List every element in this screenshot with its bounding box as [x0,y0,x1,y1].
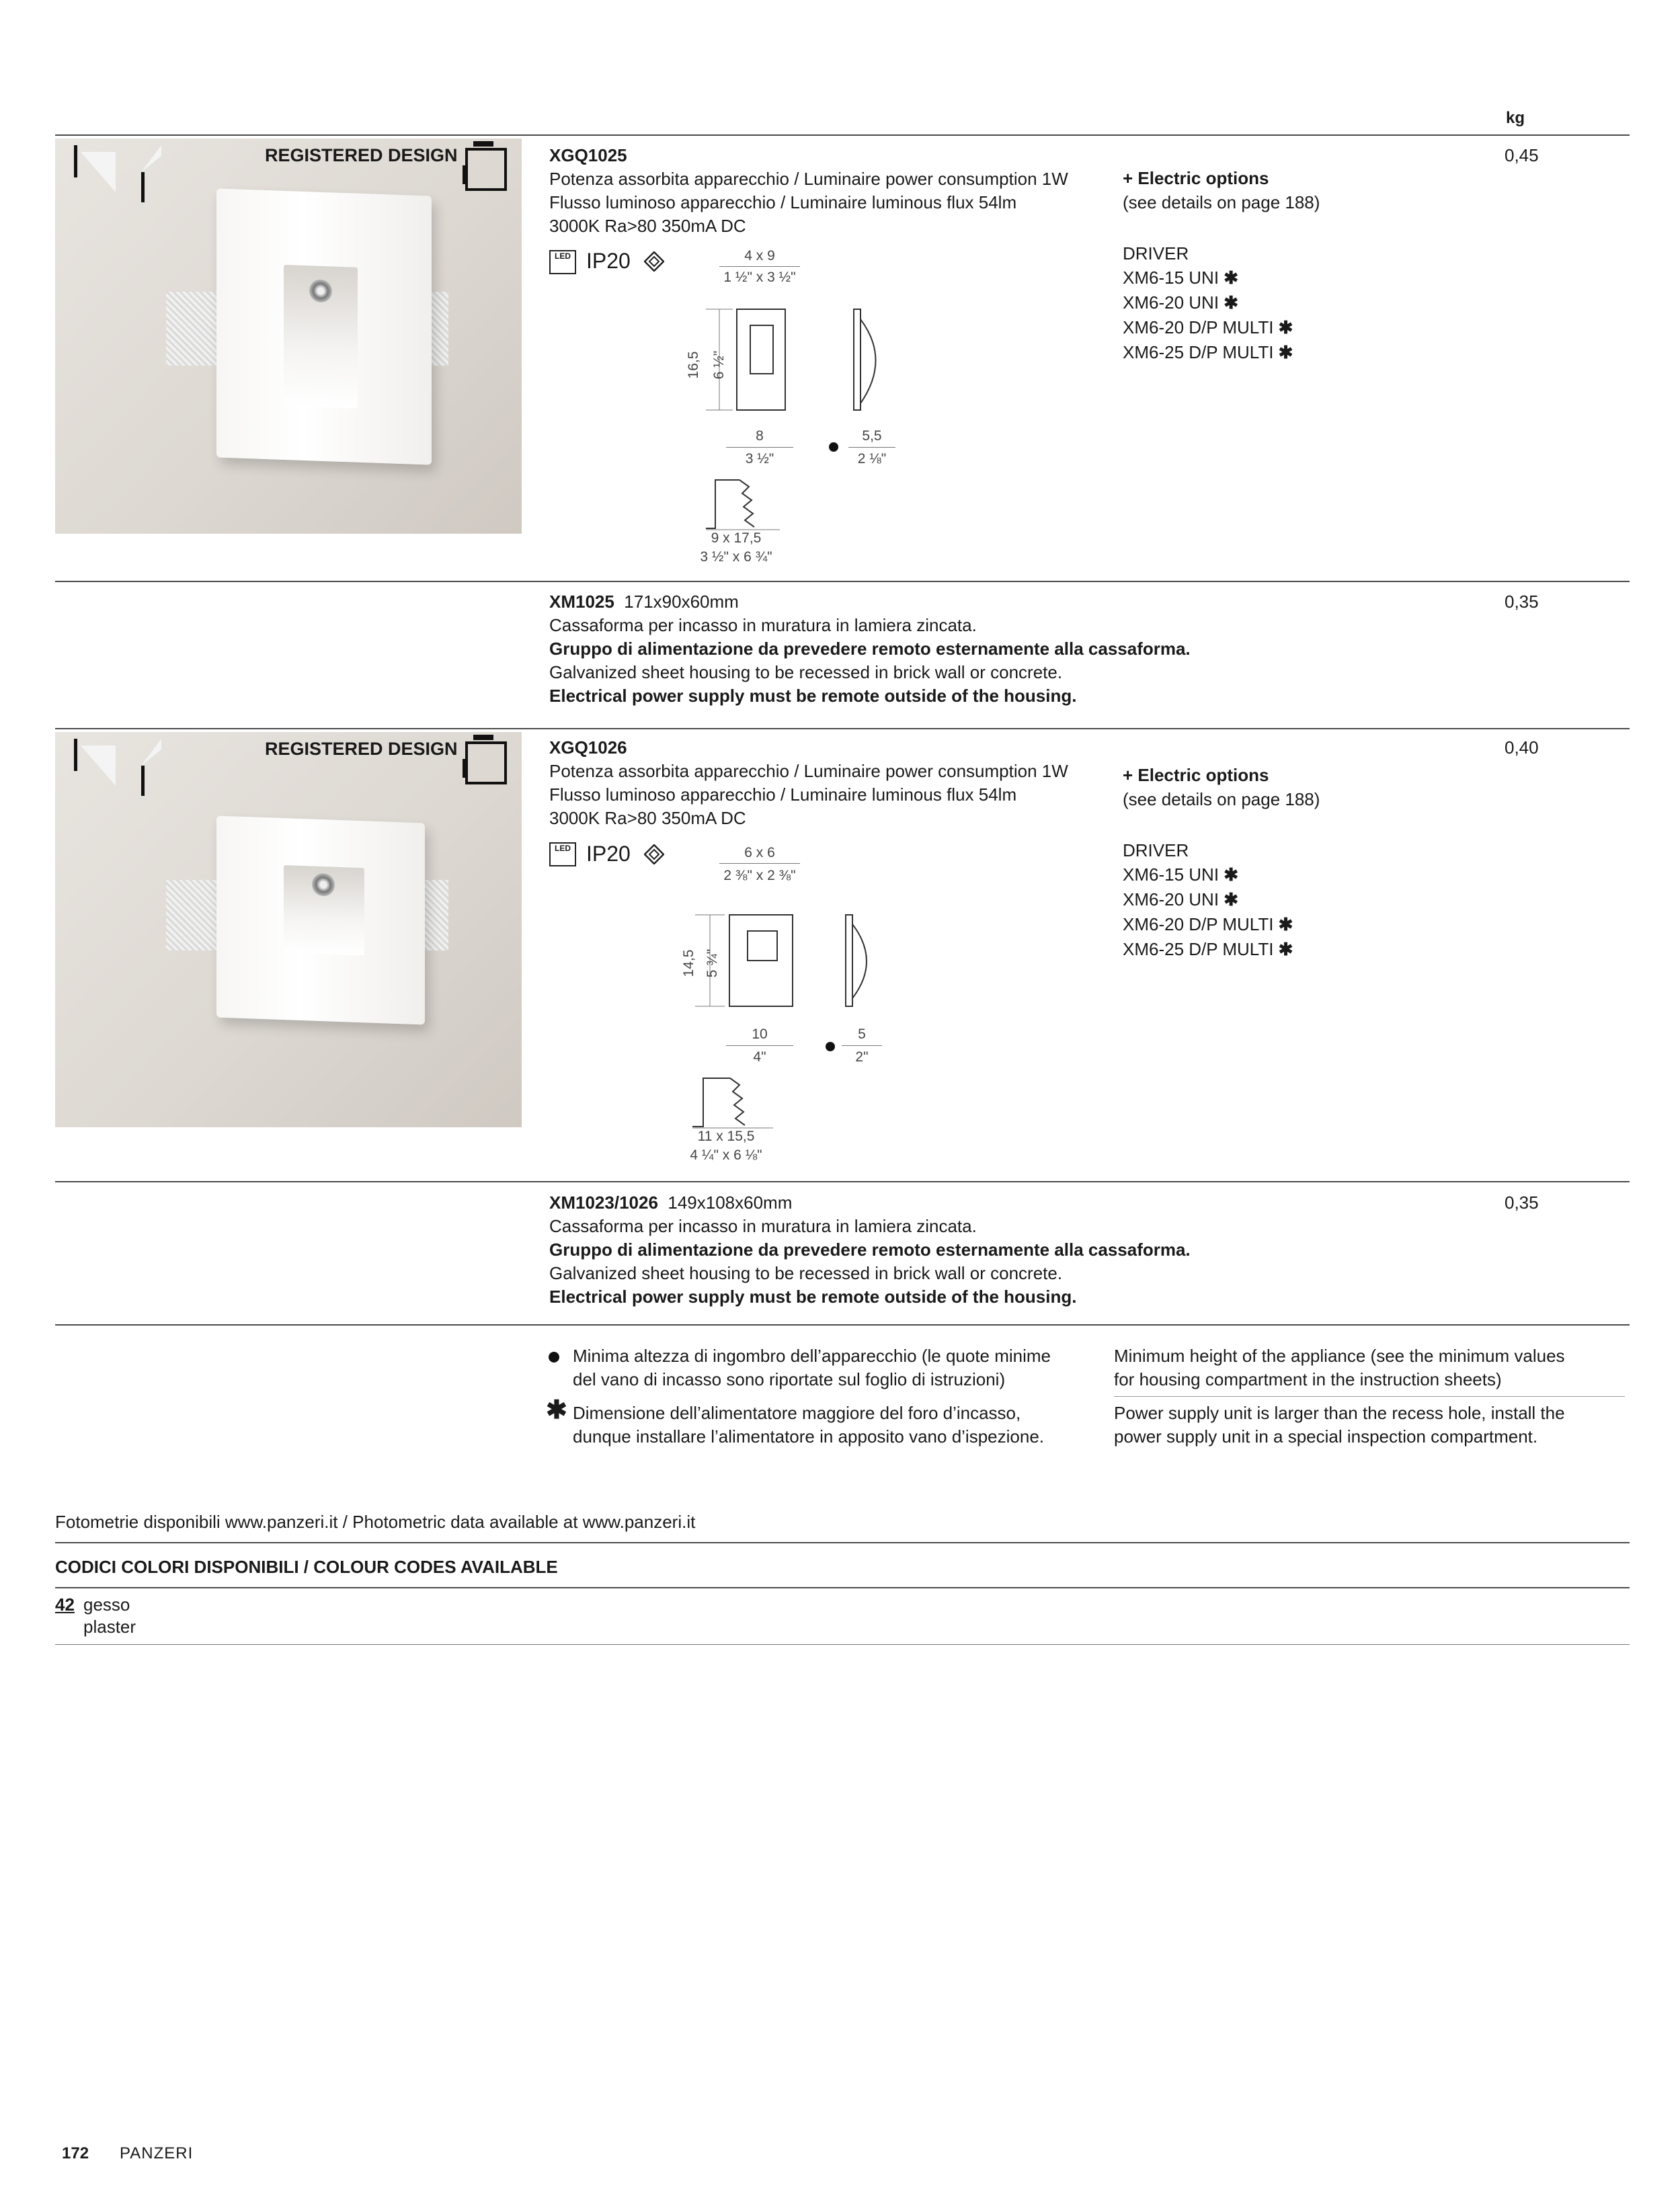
housing-size: 149x108x60mm [668,1192,793,1213]
housing-code: XM1025 [549,592,614,612]
housing-line: Electrical power supply must be remote outside of the housing. [549,1287,1077,1307]
housing-line: Cassaforma per incasso in muratura in lamiera zincata. [549,1216,977,1236]
dim-recess-in: 3 ½" x 6 ¾" [700,549,772,565]
electric-options-title: + Electric options [1123,765,1269,785]
dim-depth-in: 2" [855,1049,869,1065]
led-icon: LED [549,842,576,866]
spec-line: 3000K Ra>80 350mA DC [549,808,746,828]
product-photo [55,732,522,1127]
dim-height: 14,5 [681,949,696,977]
min-height-dot-icon [549,1352,559,1363]
dim-line [842,1045,882,1046]
asterisk-icon: ✱ [546,1396,567,1424]
min-height-dot-icon [829,442,838,452]
divider [55,1324,1630,1326]
weight-value: 0,45 [1505,145,1539,165]
housing-line: Cassaforma per incasso in muratura in lamiera zincata. [549,615,977,635]
dim-hole-top: 4 x 9 [744,248,775,263]
divider [55,1587,1630,1588]
ip-rating: IP20 [586,842,631,866]
dim-line [726,1045,793,1046]
dim-width: 8 [756,428,764,444]
divider [55,134,1630,136]
dim-width: 10 [752,1026,768,1042]
registered-design-label: REGISTERED DESIGN [265,739,458,759]
asterisk-icon: ✱ [1224,268,1239,288]
recess-hole-drawing [686,1073,780,1131]
dim-line [719,863,800,864]
driver-item: XM6-15 UNI ✱ [1123,268,1239,288]
class-symbol-icon [644,251,664,272]
spec-line: Potenza assorbita apparecchio / Luminaire power consumption 1W [549,761,1068,781]
weight-value: 0,35 [1505,1192,1539,1213]
brand-logo-icon [74,145,161,206]
weight-unit-header: kg [1506,109,1525,127]
spec-line: 3000K Ra>80 350mA DC [549,216,746,236]
note-en-line: for housing compartment in the instruction sheets) [1114,1369,1502,1389]
housing-line: Galvanized sheet housing to be recessed in brick wall or concrete. [549,1263,1063,1283]
asterisk-icon: ✱ [1224,864,1239,885]
housing-line: Galvanized sheet housing to be recessed in brick wall or concrete. [549,662,1063,682]
ip-rating: IP20 [586,249,631,273]
colour-name-it: gesso [83,1594,130,1615]
driver-item: XM6-20 UNI ✱ [1123,889,1239,909]
asterisk-icon: ✱ [1278,939,1293,959]
housing-line: Gruppo di alimentazione da prevedere remoto esternamente alla cassaforma. [549,639,1191,659]
product-code: XGQ1025 [549,145,627,165]
spec-line: Potenza assorbita apparecchio / Luminaire power consumption 1W [549,169,1068,189]
page-number: 172 [62,2144,89,2162]
colour-name-en: plaster [83,1617,136,1637]
divider [55,1644,1630,1645]
dim-line [719,266,800,267]
dim-depth: 5 [858,1026,866,1042]
dim-height-in: 5 ¾" [705,948,720,978]
driver-item: XM6-20 UNI ✱ [1123,292,1239,313]
dim-recess-in: 4 ¼" x 6 ⅛" [690,1147,762,1163]
divider [55,1181,1630,1182]
driver-title: DRIVER [1123,840,1189,860]
class-symbol-icon [644,844,664,864]
dim-recess: 11 x 15,5 [697,1129,755,1144]
product-photo [55,138,522,534]
divider [55,728,1630,729]
driver-item: XM6-15 UNI ✱ [1123,864,1239,885]
dim-depth-in: 2 ⅛" [857,451,887,467]
dim-depth: 5,5 [862,428,882,444]
asterisk-icon: ✱ [1278,317,1293,337]
note-it-line: Minima altezza di ingombro dell’apparecchio (le quote minime [573,1346,1051,1366]
min-height-dot-icon [826,1042,835,1051]
asterisk-icon: ✱ [1278,342,1293,362]
dim-line [848,447,895,448]
note-it-line: del vano di incasso sono riportate sul foglio di istruzioni) [573,1369,1006,1389]
dim-width-in: 3 ½" [745,451,774,467]
brand-name: PANZERI [120,2144,194,2162]
note-en-line: power supply unit in a special inspection compartment. [1114,1426,1538,1447]
plaster-plate [216,188,432,464]
colour-codes-title: CODICI COLORI DISPONIBILI / COLOUR CODES AVAILABLE [55,1557,558,1577]
photometric-note: Fotometrie disponibili www.panzeri.it / Photometric data available at www.panzeri.it [55,1512,696,1532]
dim-width-in: 4" [753,1049,766,1065]
note-en-line: Minimum height of the appliance (see the minimum values [1114,1346,1565,1366]
driver-title: DRIVER [1123,243,1189,263]
asterisk-icon: ✱ [1278,914,1293,934]
product-code: XGQ1026 [549,737,627,758]
dim-recess: 9 x 17,5 [711,530,762,546]
led-icon: LED [549,250,576,274]
dim-hole-top-in: 2 ⅜" x 2 ⅜" [723,868,796,883]
brand-logo-icon [74,739,161,799]
electric-options-title: + Electric options [1123,168,1269,188]
colour-code: 42 [55,1594,75,1615]
dim-hole-top-in: 1 ½" x 3 ½" [723,270,796,285]
weight-value: 0,35 [1505,592,1539,612]
front-side-drawing [699,296,894,430]
spec-line: Flusso luminoso apparecchio / Luminaire luminous flux 54lm [549,192,1017,212]
electric-options-ref: (see details on page 188) [1123,789,1320,809]
driver-item: XM6-25 D/P MULTI ✱ [1123,939,1293,959]
dim-hole-top: 6 x 6 [744,845,775,860]
housing-line: Gruppo di alimentazione da prevedere remoto esternamente alla cassaforma. [549,1240,1191,1260]
asterisk-icon: ✱ [1224,889,1239,909]
divider [55,1542,1630,1543]
dim-height: 16,5 [686,351,701,379]
lamp-spot [312,873,335,897]
recessed-install-icon [461,733,510,788]
note-divider [1114,1396,1625,1397]
housing-size: 171x90x60mm [624,592,739,612]
note-it-line: dunque installare l’alimentatore in apposito vano d’ispezione. [573,1426,1045,1447]
recessed-install-icon [461,140,510,195]
housing-line: Electrical power supply must be remote outside of the housing. [549,686,1077,706]
driver-item: XM6-20 D/P MULTI ✱ [1123,914,1293,934]
spec-line: Flusso luminoso apparecchio / Luminaire luminous flux 54lm [549,784,1017,805]
driver-item: XM6-20 D/P MULTI ✱ [1123,317,1293,337]
housing-code: XM1023/1026 [549,1192,658,1213]
driver-item: XM6-25 D/P MULTI ✱ [1123,342,1293,362]
note-it-line: Dimensione dell’alimentatore maggiore del foro d’incasso, [573,1403,1021,1423]
dim-height-in: 6 ½" [711,350,727,380]
lamp-spot [309,279,332,302]
electric-options-ref: (see details on page 188) [1123,192,1320,212]
divider [55,581,1630,582]
weight-value: 0,40 [1505,737,1539,758]
recess-hole-drawing [699,475,787,532]
note-en-line: Power supply unit is larger than the recess hole, install the [1114,1403,1565,1423]
asterisk-icon: ✱ [1224,292,1239,313]
registered-design-label: REGISTERED DESIGN [265,145,458,165]
plaster-plate [216,816,425,1025]
dim-line [726,447,793,448]
